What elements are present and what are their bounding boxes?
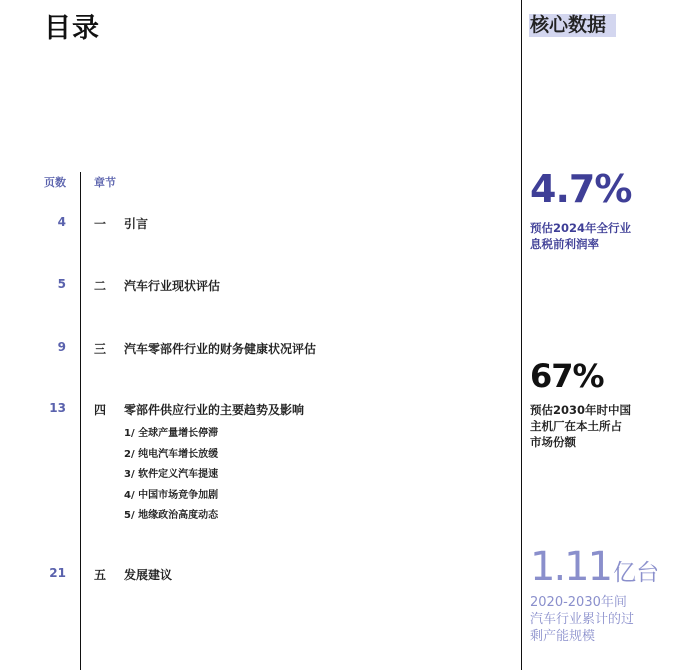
chapter-4-subsection-3[interactable]: 3/ 软件定义汽车提速	[124, 469, 219, 480]
chapter-4-subsection-5[interactable]: 5/ 地缘政治高度动态	[124, 510, 219, 521]
chapter-4-number[interactable]: 四	[94, 403, 107, 417]
stat-2-caption-line: 市场份额	[530, 435, 576, 449]
chapter-1-title[interactable]: 引言	[124, 217, 149, 231]
chapter-3-number[interactable]: 三	[94, 342, 107, 356]
chapter-2-page[interactable]: 5	[57, 277, 66, 291]
chapter-5-page[interactable]: 21	[49, 566, 66, 580]
chapter-3-title[interactable]: 汽车零部件行业的财务健康状况评估	[124, 342, 317, 356]
stat-1-caption-line: 息税前利润率	[530, 237, 599, 251]
stat-3-caption-line: 汽车行业累计的过	[530, 612, 635, 627]
page-title: 目录	[44, 13, 100, 44]
stat-1-caption	[530, 220, 631, 252]
chapter-4-subsection-2[interactable]: 2/ 纯电汽车增长放缓	[124, 449, 219, 460]
stat-3-caption-line: 剩产能规模	[530, 629, 596, 644]
key-data-divider	[521, 0, 522, 670]
stat-2-caption-line: 主机厂在本土所占	[530, 419, 622, 433]
toc-header-chapters: 章节	[94, 176, 116, 189]
chapter-4-page[interactable]: 13	[49, 401, 66, 415]
stat-1-value: 4.7%	[530, 167, 632, 211]
chapter-4-title[interactable]: 零部件供应行业的主要趋势及影响	[124, 403, 305, 417]
chapter-2-title[interactable]: 汽车行业现状评估	[124, 279, 221, 293]
toc-header-pages: 页数	[44, 176, 66, 189]
stat-2-value: 67%	[530, 357, 604, 395]
stat-1-caption-line: 预估2024年全行业	[530, 221, 632, 235]
chapter-5-title[interactable]: 发展建议	[124, 568, 173, 582]
stat-2-caption	[530, 402, 631, 450]
stat-3-unit: 亿台	[613, 560, 660, 586]
stat-3-value: 1.11	[530, 544, 612, 590]
chapter-1-number[interactable]: 一	[94, 217, 107, 231]
chapter-4-subsection-4[interactable]: 4/ 中国市场竞争加剧	[124, 490, 219, 501]
toc-left-divider	[80, 172, 81, 670]
chapter-2-number[interactable]: 二	[94, 279, 107, 293]
chapter-3-page[interactable]: 9	[57, 340, 66, 354]
chapter-1-page[interactable]: 4	[57, 215, 66, 229]
stat-3-caption-line: 2020-2030年间	[530, 595, 627, 610]
stat-3-value-wrap	[530, 544, 660, 590]
stat-2-caption-line: 预估2030年时中国	[530, 403, 632, 417]
chapter-5-number[interactable]: 五	[94, 568, 107, 582]
stat-3-caption	[530, 594, 634, 645]
key-data-title: 核心数据	[529, 14, 616, 37]
chapter-4-subsection-1[interactable]: 1/ 全球产量增长停滞	[124, 428, 219, 439]
